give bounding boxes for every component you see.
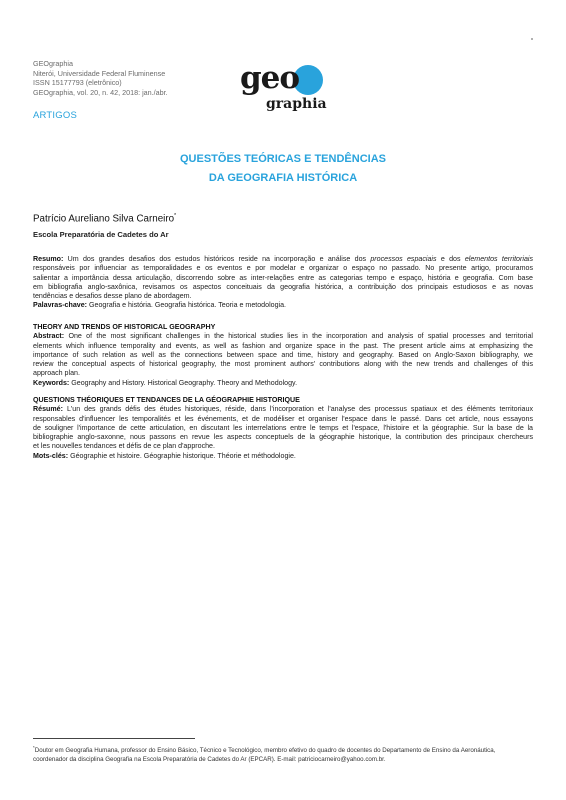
title-line-1: QUESTÕES TEÓRICAS E TENDÊNCIAS [180,153,386,165]
geographia-logo [238,58,330,114]
article-title [0,150,566,188]
title-line-2: DA GEOGRAFIA HISTÓRICA [208,172,358,184]
resumo-label: Resumo: [33,255,64,263]
resumo-text-1a: Um dos grandes desafios dos estudos históricos reside na incorporação e análise dos [63,255,371,263]
author-affiliation: Escola Preparatória de Cadetes do Ar [33,230,169,239]
resume-line-5: et les nouvelles tendances et défis de ce plan d'approche. [33,442,215,451]
abstract-keywords-label: Keywords: [33,378,70,387]
author-name-text: Patrício Aureliano Silva Carneiro [33,213,175,225]
logo-geo-text: geo [240,60,300,96]
resumo-text-1c: e dos [436,255,465,263]
resume-keywords [33,452,533,461]
footnote-text-1: Doutor em Geografia Humana, professor do Ensino Básico, Técnico e Tecnológico, membro efetivo do quadro de docentes do Departamento de Ensino da Aeronáutica, [34,747,496,755]
footnote-marker: * [33,745,35,750]
author-name [33,213,176,224]
abstract-block [33,323,533,388]
journal-meta [33,59,168,97]
resumo-keywords-label: Palavras-chave: [33,301,88,310]
journal-institution: Niterói, Universidade Federal Fluminense [33,68,166,78]
abstract-line-4: review the conceptual aspects of historical geography, the most prominent authors' contributions along with the new trends and challenges of this [33,360,533,368]
resume-text-1: L'un des grands défis des études historiques, réside, dans l'incorporation et l'analyse des processus spatiaux et des éléments territoriaux [62,405,533,414]
resume-heading: QUESTIONS THÉORIQUES ET TENDANCES DE LA GÉOGRAPHIE HISTORIQUE [33,396,300,404]
page-speck [531,38,533,40]
abstract-line-2: elements which influence temporality and events, as well as fashion and organize space in the past. The present article aims at emphasizing the [33,341,533,350]
resumo-line-4: em bibliografia anglo-saxônica, revisamos os aspectos conceituais da geografia histórica, a contribuição dos principais estudiosos e as novas [33,282,533,291]
section-label: ARTIGOS [33,110,77,121]
abstract-line-1 [33,332,533,341]
resume-block [33,396,533,461]
abstract-label: Abstract: [33,332,65,341]
abstract-text-1: One of the most significant challenges in the historical studies lies in the incorporation and analysis of spatial processes and territorial [64,332,533,341]
resume-label: Résumé: [33,405,63,414]
journal-issn: ISSN 15177793 (eletrônico) [33,78,122,88]
resumo-keywords [33,301,533,310]
abstract-keywords [33,379,533,388]
journal-volume: GEOgraphia, vol. 20, n. 42, 2018: jan./abr. [33,87,168,97]
resume-line-4: bibliographie anglo-saxonne, nous passons en revue les aspects conceptuels de la géographie historique, la contribution des principaux chercheurs [33,433,533,441]
footnote-divider [33,738,195,739]
abstract-heading: THEORY AND TRENDS OF HISTORICAL GEOGRAPHY [33,323,216,331]
resumo-line-1 [33,255,533,264]
footnote-line-2: coordenador da disciplina Geografia na Escola Preparatória de Cadetes do Ar (EPCAR). E-mail: patriciocarneiro@yahoo.com.br. [33,755,386,763]
resumo-line-2: responsáveis por influenciar as temporalidades e os eventos e por modelar e organizar o espaço no passado. No presente artigo, procuramos [33,264,533,273]
resumo-line-3: salientar a importância dessa articulação, discorrendo sobre as inter-relações entre as categorias tempo e espaço, história e geografia. Com base [33,273,533,282]
resumo-text-1d: elementos territoriais [464,255,534,263]
logo-graphia-text: graphia [266,96,327,112]
resumo-text-1b: processos espaciais [370,255,437,263]
resumo-line-5: tendências e desafios desse plano de abordagem. [33,292,192,300]
author-footnote-marker: * [174,213,177,219]
resume-keywords-label: Mots-clés: [33,451,69,460]
abstract-keywords-text: Geography and History. Historical Geography. Theory and Methodology. [69,378,298,387]
journal-name: GEOgraphia [33,59,73,68]
resume-line-1 [33,405,533,414]
resumo-block [33,255,533,311]
resume-line-2: responsables d'influencer les temporalités et les événements, et de modéliser et organiser l'espace dans le passé. Dans cet article, nous essayons [33,414,533,423]
abstract-line-5: approach plan. [33,369,80,378]
resumo-keywords-text: Geografia e história. Geografia histórica. Teoria e metodologia. [87,301,287,310]
footnote-line-1 [33,744,543,756]
resume-keywords-text: Géographie et histoire. Géographie historique. Théorie et méthodologie. [68,451,296,460]
resume-line-3: de souligner l'importance de cette articulation, en discutant les interrelations entre le temps et l'espace, l'histoire et la géographie. Sur la base de la [33,423,533,432]
abstract-line-3: importance of such relation as well as the connections between space and time, history and geography. Based on Anglo-Saxon bibliography, we [33,350,533,359]
footnote [33,744,543,764]
